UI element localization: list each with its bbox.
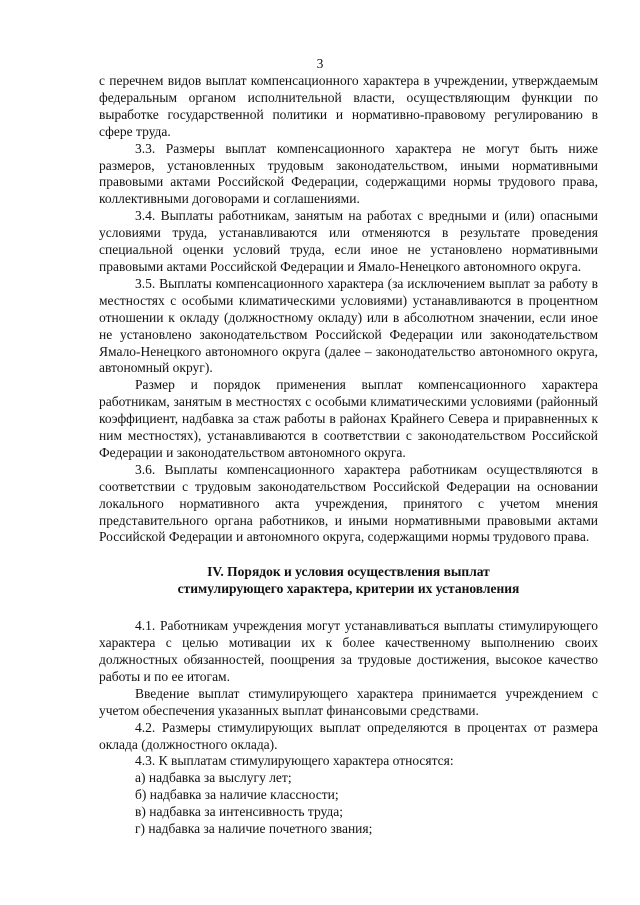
page-number: 3: [316, 56, 324, 71]
paragraph-4-3: 4.3. К выплатам стимулирующего характера относятся:: [135, 753, 454, 769]
list-item-b: б) надбавка за наличие классности;: [135, 787, 339, 803]
paragraph-3-6: 3.6. Выплаты компенсационного характера работникам осуществляются в соответствии с трудовым законодательством Российской Федерации на основании локального нормативного акта учреждения, принятого с учетом мнения представительного органа работников, и иными нормативными правовыми актами Российской Федерации и автономного округа, содержащими нормы трудового права.: [99, 461, 598, 545]
paragraph-introduction-payments: Введение выплат стимулирующего характера принимается учреждением с учетом обеспечения указанных выплат финансовыми средствами.: [99, 685, 598, 718]
section-heading-line-1: IV. Порядок и условия осуществления выплат: [207, 564, 490, 580]
paragraph-continuation: с перечнем видов выплат компенсационного характера в учреждении, утверждаемым федеральным органом исполнительной власти, осуществляющим функции по выработке государственной политики и нормативно-правовому регулированию в сфере труда.: [99, 73, 598, 139]
paragraph-climate-payments: Размер и порядок применения выплат компенсационного характера работникам, занятым в местностях с особыми климатическими условиями (районный коэффициент, надбавка за стаж работы в районах Крайнего Севера и приравненных к ним местностях), устанавливаются в соответствии с законодательством Российской Федерации и законодательством автономного округа.: [99, 377, 598, 460]
paragraph-3-5: 3.5. Выплаты компенсационного характера (за исключением выплат за работу в местностях с особыми климатическими условиями) устанавливаются в процентном отношении к окладу (должностному окладу) или в абсолютном значении, если иное не установлено законодательством Российской Федерации или законодательством Ямало-Ненецкого автономного округа (далее – законодательство автономного округа, автономный округ).: [99, 275, 598, 376]
paragraph-4-1: 4.1. Работникам учреждения могут устанавливаться выплаты стимулирующего характера с целью мотивации их к более качественному выполнению своих должностных обязанностей, поощрения за трудовые достижения, высокое качество работы и по ее итогам.: [99, 618, 598, 684]
paragraph-3-3: 3.3. Размеры выплат компенсационного характера не могут быть ниже размеров, установленных трудовым законодательством, иными нормативными правовыми актами Российской Федерации, содержащими нормы трудового права, коллективными договорами и соглашениями.: [99, 140, 598, 207]
list-item-g: г) надбавка за наличие почетного звания;: [135, 821, 373, 837]
list-item-a: а) надбавка за выслугу лет;: [135, 770, 292, 786]
paragraph-4-2: 4.2. Размеры стимулирующих выплат определяются в процентах от размера оклада (должностного оклада).: [99, 719, 598, 752]
section-heading-line-2: стимулирующего характера, критерии их установления: [177, 581, 520, 597]
paragraph-3-4: 3.4. Выплаты работникам, занятым на работах с вредными и (или) опасными условиями труда, устанавливаются или отменяются в результате проведения специальной оценки условий труда, если иное не установлено нормативными правовыми актами Российской Федерации и Ямало-Ненецкого автономного округа.: [99, 208, 598, 274]
document-body: [99, 73, 598, 838]
list-item-v: в) надбавка за интенсивность труда;: [135, 804, 344, 820]
section-heading: [99, 564, 598, 598]
